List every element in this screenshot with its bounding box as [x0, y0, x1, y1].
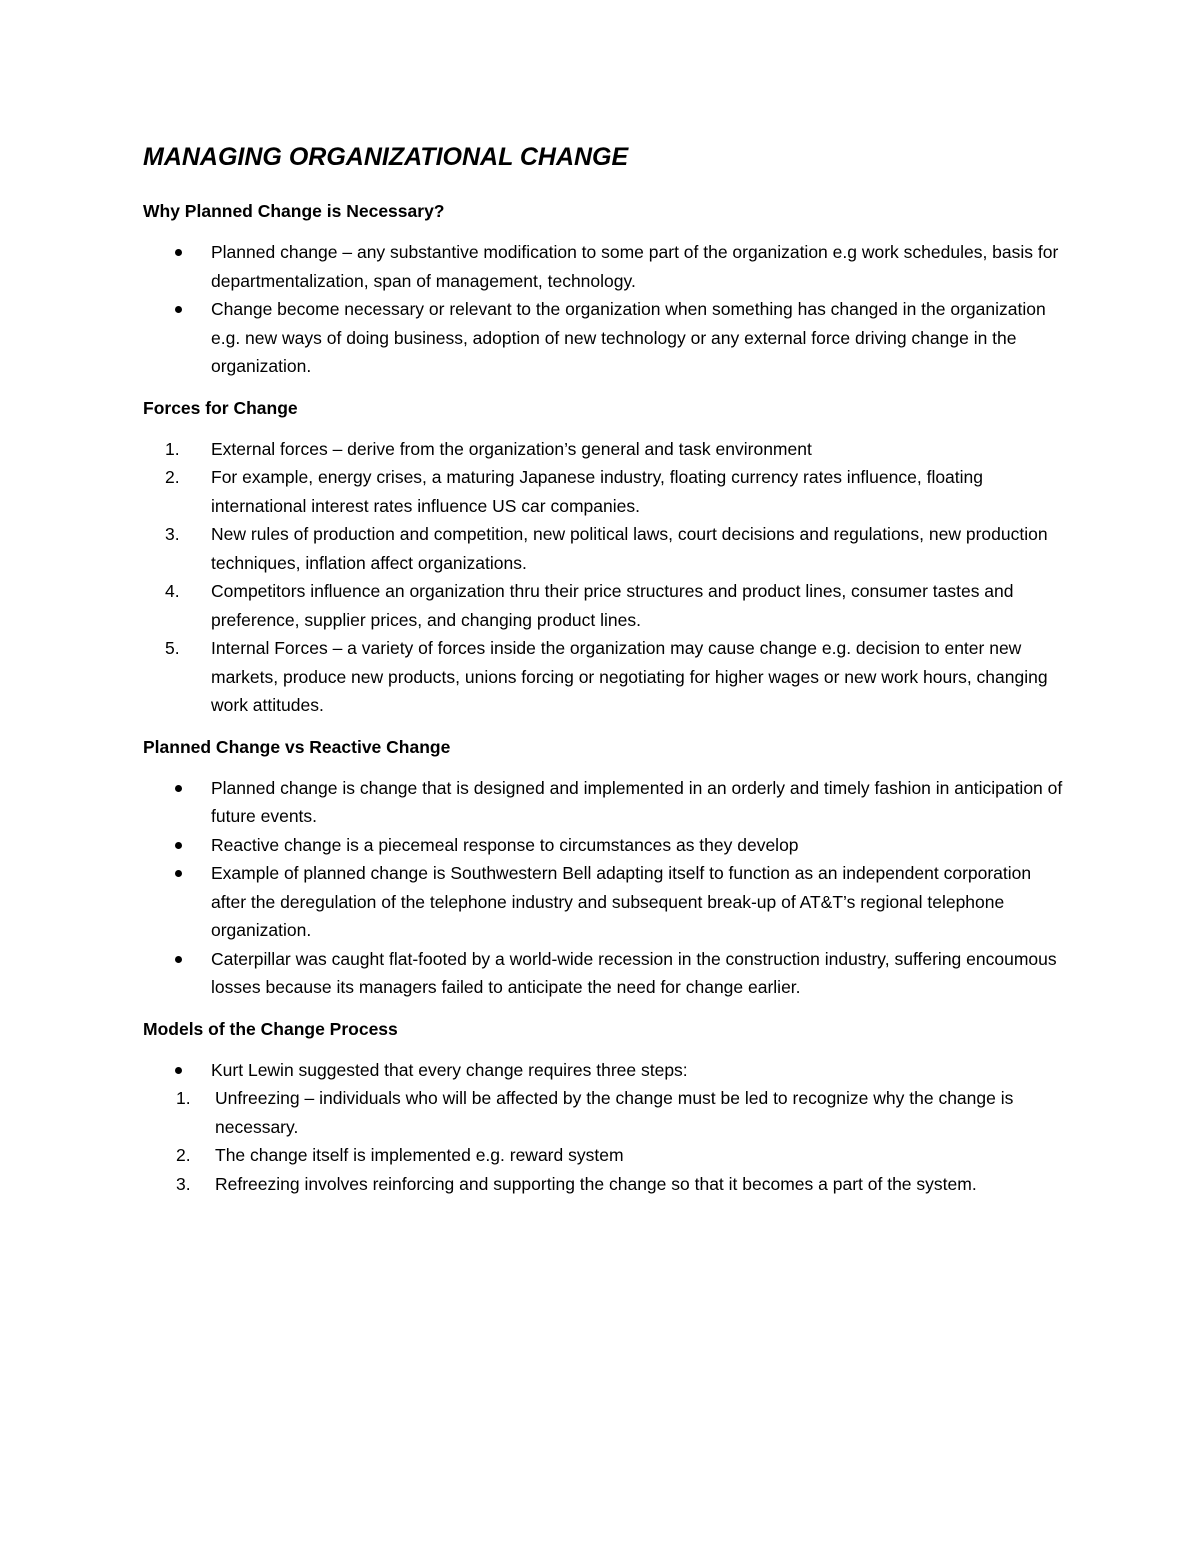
list-item-text: Unfreezing – individuals who will be affected by the change must be led to recognize why the change is necessary. [215, 1088, 1014, 1137]
section-heading: Planned Change vs Reactive Change [143, 736, 451, 757]
bullet-icon [175, 249, 182, 256]
bullet-icon [175, 1067, 182, 1074]
section-planned-vs-reactive [143, 734, 1063, 1002]
list-item-text: Change become necessary or relevant to the organization when something has changed in the organization e.g. new ways of doing business, adoption of new technology or any external force driving change in the organization. [211, 299, 1046, 376]
list-item-text: Caterpillar was caught flat-footed by a world-wide recession in the construction industry, suffering encoumous losses because its managers failed to anticipate the need for change earlier. [211, 948, 1057, 997]
list-item-text: Kurt Lewin suggested that every change requires three steps: [211, 1059, 688, 1080]
list-number: 2. [165, 467, 180, 487]
list-item-text: Competitors influence an organization thru their price structures and product lines, consumer tastes and preference, supplier prices, and changing product lines. [211, 581, 1014, 630]
section-why-planned-change [143, 198, 1063, 381]
list-item [143, 435, 1063, 464]
list-item-text: The change itself is implemented e.g. reward system [215, 1145, 624, 1165]
list-item-text: For example, energy crises, a maturing Japanese industry, floating currency rates influence, floating international interest rates influence US car companies. [211, 467, 984, 516]
bullet-icon [175, 842, 182, 849]
list-item-text: Example of planned change is Southwestern Bell adapting itself to function as an independent corporation after the deregulation of the telephone industry and subsequent break-up of AT&T’s regional telephone organization. [211, 863, 1032, 940]
list-number: 2. [176, 1145, 191, 1165]
list-item [143, 238, 1063, 295]
section-forces-for-change [143, 395, 1063, 720]
bullet-icon [175, 306, 182, 313]
list-number: 3. [165, 524, 180, 544]
numbered-list [143, 435, 1063, 720]
list-item [143, 1084, 1063, 1141]
document-body [143, 143, 1063, 1212]
list-item-text: External forces – derive from the organization’s general and task environment [211, 438, 812, 459]
list-item [143, 577, 1063, 634]
list-number: 1. [165, 438, 180, 459]
list-item [143, 520, 1063, 577]
list-number: 3. [176, 1173, 191, 1194]
list-item-text: Internal Forces – a variety of forces inside the organization may cause change e.g. decision to enter new markets, produce new products, unions forcing or negotiating for higher wages or new work hours, changing work attitudes. [211, 638, 1048, 715]
section-models-of-change [143, 1016, 1063, 1199]
list-item [143, 634, 1063, 720]
list-item-text: New rules of production and competition, new political laws, court decisions and regulations, new production techniques, inflation affect organizations. [211, 524, 1048, 573]
section-heading: Why Planned Change is Necessary? [143, 201, 445, 221]
bullet-icon [175, 956, 182, 963]
section-heading: Forces for Change [143, 397, 298, 418]
list-item [143, 463, 1063, 520]
list-item [143, 1141, 1063, 1170]
bullet-icon [175, 870, 182, 877]
numbered-sublist [143, 1084, 1063, 1198]
bullet-list [143, 238, 1063, 381]
list-item-text: Planned change is change that is designed and implemented in an orderly and timely fashion in anticipation of future events. [211, 777, 1063, 826]
list-item [143, 831, 1063, 860]
list-number: 5. [165, 638, 180, 658]
list-item-text: Planned change – any substantive modification to some part of the organization e.g work schedules, basis for departmentalization, span of management, technology. [211, 242, 1059, 291]
bullet-list [143, 774, 1063, 1002]
bullet-list [143, 1056, 1063, 1085]
list-item [143, 295, 1063, 381]
section-heading: Models of the Change Process [143, 1018, 398, 1039]
bullet-icon [175, 785, 182, 792]
list-item [143, 1170, 1063, 1199]
list-item-text: Reactive change is a piecemeal response to circumstances as they develop [211, 834, 799, 855]
list-number: 1. [176, 1088, 191, 1108]
list-item [143, 1056, 1063, 1085]
list-item [143, 945, 1063, 1002]
list-number: 4. [165, 581, 180, 601]
list-item [143, 859, 1063, 945]
list-item-text: Refreezing involves reinforcing and supporting the change so that it becomes a part of the system. [215, 1173, 977, 1194]
list-item [143, 774, 1063, 831]
document-title: MANAGING ORGANIZATIONAL CHANGE [143, 143, 629, 171]
